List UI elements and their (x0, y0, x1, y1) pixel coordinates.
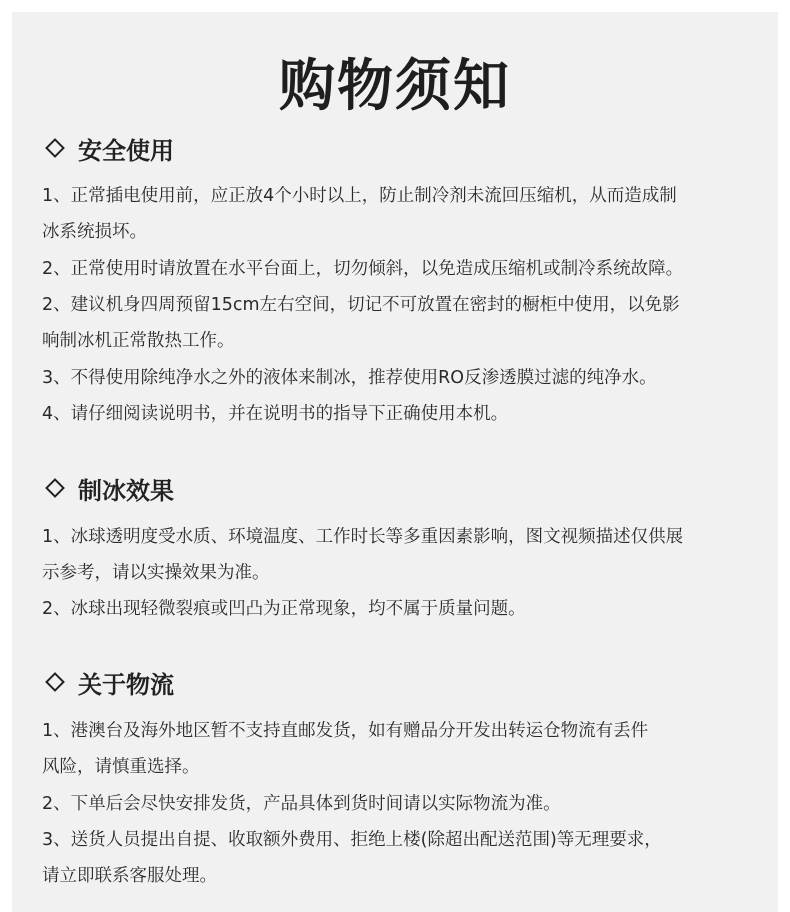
list-item: 4、请仔细阅读说明书，并在说明书的指导下正确使用本机。 (42, 404, 509, 424)
list-item: 1、冰球透明度受水质、环境温度、工作时长等多重因素影响，图文视频描述仅供展 (42, 527, 684, 547)
diamond-icon (45, 478, 65, 498)
list-item: 2、冰球出现轻微裂痕或凹凸为正常现象，均不属于质量问题。 (42, 599, 526, 619)
page-title: 购物须知 (279, 54, 511, 119)
list-item: 1、正常插电使用前，应正放4个小时以上，防止制冷剂未流回压缩机，从而造成制 (42, 186, 677, 206)
diamond-icon (45, 672, 65, 692)
list-item: 示参考，请以实操效果为准。 (42, 563, 270, 583)
section-heading-safety (42, 130, 174, 166)
list-item: 3、不得使用除纯净水之外的液体来制冰，推荐使用RO反渗透膜过滤的纯净水。 (42, 368, 657, 388)
list-item: 2、建议机身四周预留15cm左右空间，切记不可放置在密封的橱柜中使用，以免影 (42, 295, 680, 315)
section-heading-label: 制冰效果 (78, 476, 174, 505)
list-item: 冰系统损坏。 (42, 222, 147, 242)
notice-card (12, 12, 778, 912)
section-heading-label: 安全使用 (78, 136, 174, 165)
list-item: 请立即联系客服处理。 (42, 866, 217, 886)
list-item: 2、下单后会尽快安排发货，产品具体到货时间请以实际物流为准。 (42, 794, 561, 814)
diamond-icon (45, 138, 65, 158)
section-heading-ice-effect (42, 470, 174, 506)
list-item: 2、正常使用时请放置在水平台面上，切勿倾斜，以免造成压缩机或制冷系统故障。 (42, 259, 684, 279)
list-item: 响制冰机正常散热工作。 (42, 331, 235, 351)
section-heading-label: 关于物流 (78, 670, 174, 699)
section-heading-logistics (42, 664, 174, 700)
list-item: 风险，请慎重选择。 (42, 757, 200, 777)
list-item: 1、港澳台及海外地区暂不支持直邮发货，如有赠品分开发出转运仓物流有丢件 (42, 721, 649, 741)
list-item: 3、送货人员提出自提、收取额外费用、拒绝上楼(除超出配送范围)等无理要求， (42, 830, 662, 850)
